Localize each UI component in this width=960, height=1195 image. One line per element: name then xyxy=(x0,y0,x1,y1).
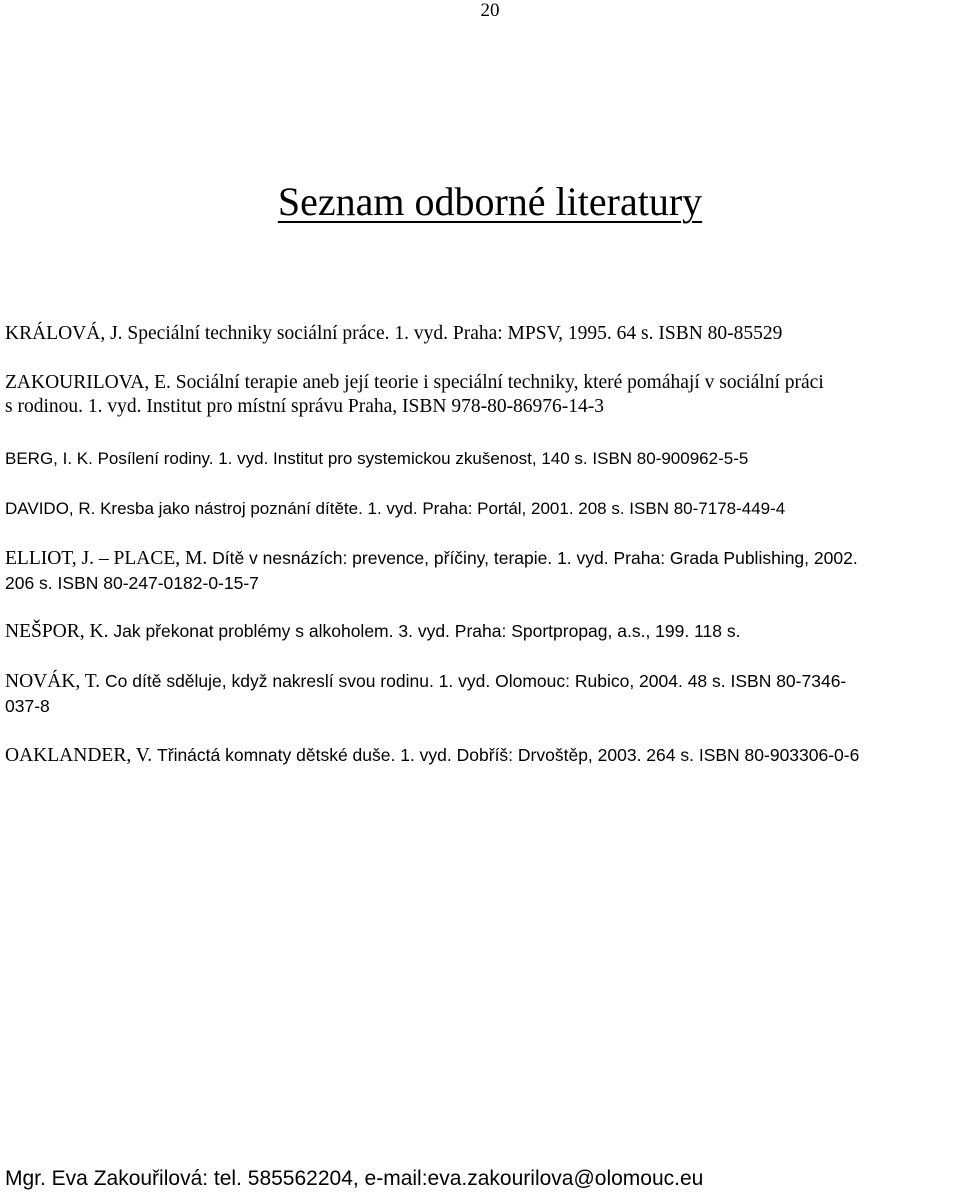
reference-berg xyxy=(5,447,955,471)
reference-line xyxy=(5,743,955,768)
reference-body: Jak překonat problémy s alkoholem. 3. vyd. Praha: Sportpropag, a.s., 199. 118 s. xyxy=(113,621,741,641)
reference-line: s rodinou. 1. vyd. Institut pro místní správu Praha, ISBN 978-80-86976-14-3 xyxy=(5,396,605,417)
reference-line: ZAKOURILOVA, E. Sociální terapie aneb její teorie i speciální techniky, které pomáhají v sociální práci xyxy=(5,372,824,393)
reference-elliot xyxy=(5,546,955,596)
page-title: Seznam odborné literatury xyxy=(277,179,703,224)
reference-author: OAKLANDER, V. xyxy=(5,745,158,766)
reference-line: 206 s. ISBN 80-247-0182-0-15-7 xyxy=(5,573,259,593)
footer-contact: Mgr. Eva Zakouřilová: tel. 585562204, e-mail:eva.zakourilova@olomouc.eu xyxy=(5,1167,704,1190)
reference-line: KRÁLOVÁ, J. Speciální techniky sociální práce. 1. vyd. Praha: MPSV, 1995. 64 s. ISBN 80-85529 xyxy=(5,323,783,344)
reference-line xyxy=(5,669,955,694)
reference-kralova xyxy=(5,322,955,346)
reference-zakourilova xyxy=(5,371,955,419)
page-number: 20 xyxy=(480,0,500,21)
reference-line: DAVIDO, R. Kresba jako nástroj poznání dítěte. 1. vyd. Praha: Portál, 2001. 208 s. ISBN 80-7178-449-4 xyxy=(5,499,786,518)
reference-line: 037-8 xyxy=(5,696,50,716)
reference-nespor xyxy=(5,619,955,644)
reference-line xyxy=(5,619,955,644)
reference-author: NOVÁK, T. xyxy=(5,671,106,692)
reference-author: ELLIOT, J. – PLACE, M. xyxy=(5,548,213,569)
reference-author: NEŠPOR, K. xyxy=(5,621,114,642)
reference-body: Třináctá komnaty dětské duše. 1. vyd. Dobříš: Drvoštěp, 2003. 264 s. ISBN 80-903306-0-6 xyxy=(157,745,860,765)
reference-line xyxy=(5,546,955,571)
reference-line: BERG, I. K. Posílení rodiny. 1. vyd. Institut pro systemickou zkušenost, 140 s. ISBN 80-900962-5-5 xyxy=(5,449,749,468)
reference-novak xyxy=(5,669,955,719)
reference-body: Dítě v nesnázích: prevence, příčiny, terapie. 1. vyd. Praha: Grada Publishing, 2002. xyxy=(212,548,858,568)
reference-body: Co dítě sděluje, když nakreslí svou rodinu. 1. vyd. Olomouc: Rubico, 2004. 48 s. ISBN 80-7346- xyxy=(105,671,847,691)
reference-oaklander xyxy=(5,743,955,768)
reference-davido xyxy=(5,497,955,521)
